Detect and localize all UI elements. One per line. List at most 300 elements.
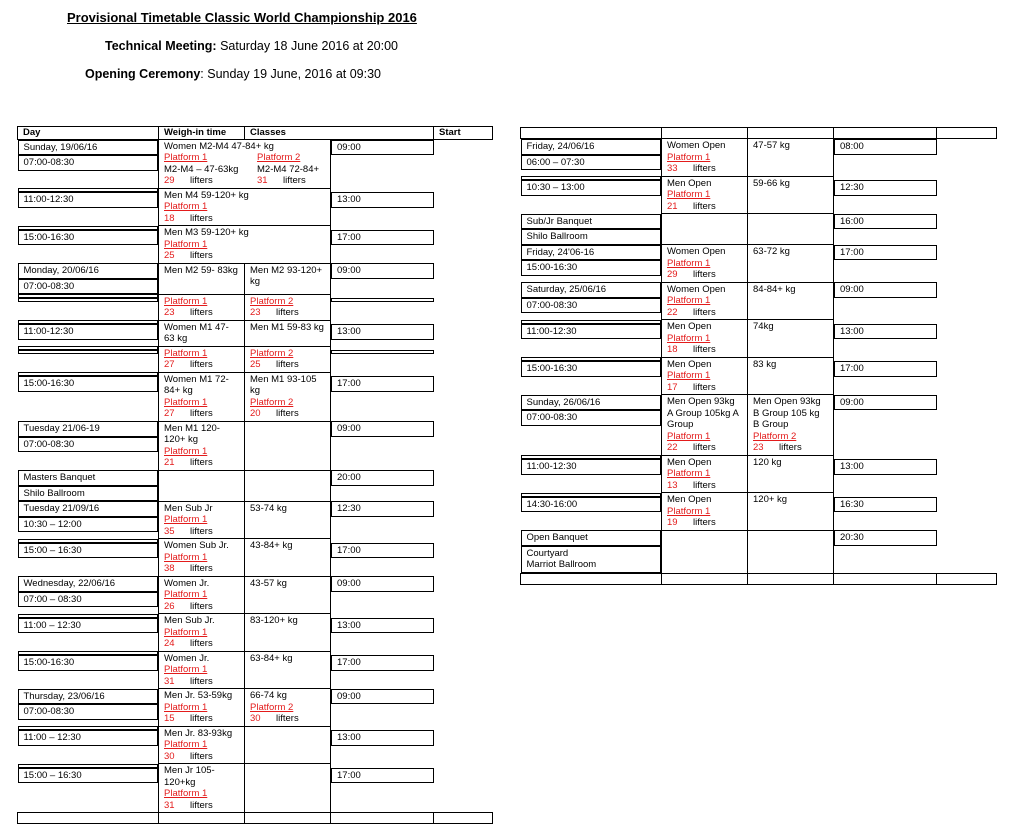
lifter-word: lifters (693, 442, 716, 453)
lifter-number: 27 (164, 359, 175, 370)
class-text: 43-84+ kg (250, 540, 293, 551)
classes-cell (662, 214, 748, 245)
col-header-day: Day (18, 127, 159, 140)
class-text: 83 kg (753, 358, 777, 370)
classes-cell (748, 530, 834, 573)
lifter-word: lifters (276, 408, 299, 419)
classes-cell (662, 357, 748, 395)
classes-cell (245, 421, 331, 470)
classes-cell (662, 455, 748, 493)
lifter-count (164, 563, 239, 575)
class-text: Women Open (667, 140, 726, 151)
lifter-number: 18 (164, 212, 175, 224)
table-row (521, 214, 997, 245)
table-row (18, 139, 493, 188)
class-text: Women Jr. (164, 652, 210, 664)
classes-cell (662, 320, 748, 358)
platform-label: Platform 1 (164, 152, 208, 163)
lifter-number: 23 (164, 307, 175, 318)
start-cell: 13:00 (834, 459, 937, 475)
classes-cell (159, 421, 245, 470)
class-text: Men Open (667, 177, 712, 189)
lifter-count (164, 800, 239, 812)
weigh-in-cell: Courtyard Marriot Ballroom (521, 546, 662, 573)
classes-cell (159, 320, 245, 346)
classes-cell (662, 395, 748, 456)
start-cell: 08:00 (834, 139, 937, 155)
table-row (521, 282, 997, 320)
platform-label: Platform 2 (250, 396, 294, 408)
platform-label: Platform 1 (164, 701, 208, 713)
weigh-in-cell: 15:00-16:30 (18, 230, 159, 246)
platform-label: Platform 2 (250, 295, 294, 307)
lifter-count (250, 359, 325, 371)
lifter-word: lifters (693, 344, 716, 355)
platform-label: Platform 1 (164, 664, 208, 675)
empty-cell (18, 813, 159, 824)
classes-cell (748, 320, 834, 358)
class-text: Men Open (667, 321, 712, 332)
lifter-word: lifters (283, 175, 306, 186)
platform-label: Platform 1 (667, 332, 711, 344)
start-cell: 13:00 (331, 324, 434, 340)
opening-ceremony-line (85, 67, 381, 81)
lifter-count (164, 175, 257, 187)
weigh-in-cell: 11:00-12:30 (18, 324, 159, 340)
day-cell: Tuesday 21/09/16 (18, 501, 159, 517)
platform-label: Platform 1 (667, 505, 711, 517)
weigh-in-cell: 07:00 – 08:30 (18, 592, 159, 608)
classes-cell (662, 530, 748, 573)
lifter-number: 19 (667, 517, 678, 528)
start-cell: 09:00 (331, 140, 434, 156)
lifter-number: 25 (164, 250, 175, 261)
platform-label: Platform 1 (164, 739, 208, 750)
weigh-in-cell: 07:00-08:30 (18, 437, 159, 453)
lifter-count (667, 344, 742, 356)
weigh-in-cell: 10:30 – 13:00 (521, 180, 662, 196)
start-cell: 17:00 (834, 361, 937, 377)
start-cell: 13:00 (331, 192, 434, 208)
weigh-in-cell: 11:00-12:30 (521, 459, 662, 475)
technical-meeting-value: Saturday 18 June 2016 at 20:00 (216, 39, 398, 53)
timetable-right (520, 127, 997, 585)
start-cell: 17:00 (331, 655, 434, 671)
col-header-weigh-in: Weigh-in time (159, 127, 245, 140)
weigh-in-cell: Shilo Ballroom (521, 229, 662, 245)
table-row (18, 320, 493, 346)
day-cell: Open Banquet (521, 530, 662, 546)
start-cell: 17:00 (331, 230, 434, 246)
start-cell: 13:00 (331, 618, 434, 634)
table-row (18, 226, 493, 264)
empty-cell (748, 128, 834, 139)
classes-cell (748, 282, 834, 320)
class-text: 47-57 kg (753, 140, 790, 151)
table-row (18, 614, 493, 652)
classes-cell (159, 651, 245, 689)
start-cell: 09:00 (331, 421, 434, 437)
empty-cell (434, 813, 493, 824)
classes-cell (662, 245, 748, 283)
class-text: Men Open 93kg B Group 105 kg B Group (753, 396, 821, 430)
weigh-in-cell: 15:00 – 16:30 (18, 768, 159, 784)
lifter-count (250, 408, 325, 420)
lifter-word: lifters (190, 408, 213, 419)
table-row (18, 372, 493, 421)
class-text: 53-74 kg (250, 502, 287, 514)
class-text: 59-66 kg (753, 177, 790, 189)
lifter-count (164, 250, 325, 262)
classes-cell (159, 188, 331, 226)
lifter-count (257, 175, 325, 187)
start-cell (331, 350, 434, 354)
classes-cell (159, 614, 245, 652)
lifter-number: 21 (164, 457, 175, 468)
classes-cell (159, 689, 245, 727)
class-text: 43-57 kg (250, 577, 287, 589)
table-row (18, 421, 493, 470)
class-text: Women M2-M4 47-84+ kg (164, 140, 274, 152)
weigh-in-cell: 15:00-16:30 (521, 361, 662, 377)
class-text: Women Sub Jr. (164, 540, 229, 551)
table-row (521, 176, 997, 214)
lifter-count (667, 517, 742, 529)
lifter-count (164, 307, 239, 319)
lifter-word: lifters (190, 563, 213, 574)
lifter-word: lifters (693, 163, 716, 174)
weigh-in-cell: 15:00-16:30 (18, 655, 159, 671)
class-text: Men Open (667, 358, 712, 370)
table-row (18, 263, 493, 294)
class-text: Men Jr. 53-59kg (164, 690, 233, 701)
classes-cell (748, 455, 834, 493)
lifter-number: 22 (667, 306, 678, 318)
class-text: 120 kg (753, 456, 782, 468)
empty-cell (834, 128, 937, 139)
lifter-number: 30 (164, 750, 175, 762)
lifter-number: 20 (250, 408, 261, 419)
technical-meeting-line (105, 39, 398, 53)
classes-cell (159, 226, 331, 264)
classes-cell (159, 139, 331, 188)
classes-cell (245, 614, 331, 652)
classes-cell (159, 470, 245, 501)
platform-label: Platform 1 (164, 201, 208, 212)
table-row (521, 493, 997, 531)
lifter-count (667, 163, 742, 175)
classes-cell (159, 539, 245, 577)
table-row (521, 395, 997, 456)
platform-label: Platform 1 (164, 445, 208, 457)
weigh-in-cell: 07:00-08:30 (521, 410, 662, 426)
lifter-number: 27 (164, 408, 175, 419)
lifter-number: 23 (753, 442, 764, 453)
empty-cell (521, 128, 662, 139)
lifter-word: lifters (190, 307, 213, 318)
start-cell: 09:00 (331, 689, 434, 705)
lifter-number: 31 (164, 675, 175, 687)
day-cell: Friday, 24'06-16 (521, 245, 662, 261)
lifter-count (250, 713, 325, 725)
platform-label: Platform 2 (257, 152, 301, 163)
weigh-in-cell: 07:00-08:30 (18, 279, 159, 295)
classes-cell (245, 576, 331, 614)
lifter-count (164, 526, 239, 538)
document-title: Provisional Timetable Classic World Championship 2016 (67, 10, 417, 25)
weigh-in-cell (18, 350, 159, 354)
platform-label: Platform 2 (250, 347, 294, 359)
classes-cell (245, 501, 331, 539)
class-text: Men Open (667, 494, 712, 505)
table-row (521, 139, 997, 177)
weigh-in-cell: 07:00-08:30 (18, 155, 159, 171)
empty-cell (662, 128, 748, 139)
lifter-number: 30 (250, 713, 261, 724)
day-cell: Tuesday 21/06-19 (18, 421, 159, 437)
class-col-a (164, 152, 257, 187)
lifter-number: 38 (164, 563, 175, 574)
lifter-number: 26 (164, 600, 175, 612)
classes-cell (245, 294, 331, 320)
lifter-number: 18 (667, 344, 678, 355)
lifter-word: lifters (190, 175, 213, 186)
start-cell: 17:00 (331, 543, 434, 559)
classes-cell (662, 176, 748, 214)
class-text: Men M1 93-105 kg (250, 373, 317, 396)
empty-cell (331, 813, 434, 824)
table-row (521, 530, 997, 573)
class-text: 83-120+ kg (250, 615, 298, 626)
lifter-count (164, 638, 239, 650)
platform-label: Platform 1 (164, 514, 208, 525)
table-row (521, 455, 997, 493)
lifter-number: 31 (257, 175, 268, 186)
class-text: Men M1 120- 120+ kg (164, 422, 220, 445)
header-row (18, 127, 493, 140)
platform-label: Platform 1 (164, 626, 208, 638)
class-text: Men Sub Jr (164, 502, 213, 514)
table-row (18, 576, 493, 614)
weigh-in-cell: 15:00-16:30 (521, 260, 662, 276)
weigh-in-cell: 15:00 – 16:30 (18, 543, 159, 559)
platform-label: Platform 1 (164, 589, 208, 600)
start-cell: 09:00 (331, 263, 434, 279)
lifter-count (667, 382, 742, 394)
classes-group (164, 141, 325, 187)
class-text: Men M4 59-120+ kg (164, 189, 249, 201)
empty-cell (937, 128, 997, 139)
table-row (18, 346, 493, 372)
class-col-b (257, 152, 325, 187)
start-cell: 09:00 (834, 395, 937, 411)
day-cell: Sunday, 19/06/16 (18, 140, 159, 156)
lifter-count (164, 601, 239, 613)
class-text: 120+ kg (753, 494, 788, 505)
class-text: 66-74 kg (250, 690, 287, 701)
class-text: Men M2 93-120+ kg (250, 264, 323, 287)
classes-cell (245, 651, 331, 689)
empty-cell (159, 813, 245, 824)
classes-cell (245, 539, 331, 577)
platform-label: Platform 1 (164, 551, 208, 563)
lifter-number: 15 (164, 713, 175, 724)
classes-cell (159, 263, 245, 294)
class-text: Women Jr. (164, 577, 210, 589)
start-cell: 20:30 (834, 530, 937, 546)
weigh-in-cell: 11:00 – 12:30 (18, 618, 159, 634)
class-text: Men Jr. 83-93kg (164, 727, 233, 739)
lifter-number: 24 (164, 638, 175, 649)
weigh-in-cell: 11:00-12:30 (521, 324, 662, 340)
classes-cell (748, 139, 834, 177)
lifter-count (250, 307, 325, 319)
lifter-count (667, 307, 742, 319)
lifter-count (164, 713, 239, 725)
day-cell: Sunday, 26/06/16 (521, 395, 662, 411)
classes-cell (748, 395, 834, 456)
opening-ceremony-value: : Sunday 19 June, 2016 at 09:30 (200, 67, 381, 81)
class-text: 84-84+ kg (753, 283, 796, 295)
platform-label: Platform 1 (667, 151, 711, 163)
start-cell: 13:00 (834, 324, 937, 340)
lifter-word: lifters (190, 212, 213, 224)
empty-row (18, 813, 493, 824)
table-row (18, 726, 493, 764)
platform-label: Platform 1 (667, 370, 711, 381)
lifter-word: lifters (276, 307, 299, 318)
lifter-word: lifters (693, 517, 716, 528)
class-text: Women Open (667, 246, 726, 257)
lifter-number: 13 (667, 479, 678, 491)
lifter-word: lifters (190, 750, 213, 762)
class-text: Women Open (667, 283, 726, 295)
weigh-in-cell: 10:30 – 12:00 (18, 517, 159, 533)
lifter-count (753, 442, 828, 454)
lifter-word: lifters (276, 713, 299, 724)
lifter-count (164, 676, 239, 688)
lifter-word: lifters (190, 799, 213, 811)
lifter-word: lifters (693, 479, 716, 491)
platform-label: Platform 1 (164, 295, 208, 307)
empty-cell (662, 573, 748, 584)
table-row (521, 245, 997, 283)
weigh-in-cell: 11:00-12:30 (18, 192, 159, 208)
class-text: 63-72 kg (753, 246, 790, 257)
class-text: Men Sub Jr. (164, 615, 215, 626)
table-row (18, 651, 493, 689)
classes-grid (164, 152, 325, 187)
table-row (18, 689, 493, 727)
classes-cell (662, 282, 748, 320)
classes-cell (159, 346, 245, 372)
platform-label: Platform 1 (164, 238, 208, 250)
classes-cell (159, 726, 245, 764)
weigh-in-cell: 15:00-16:30 (18, 376, 159, 392)
lifter-word: lifters (190, 713, 213, 724)
lifter-word: lifters (276, 359, 299, 370)
table-row (18, 539, 493, 577)
classes-cell (245, 263, 331, 294)
class-text: M2-M4 72-84+ (257, 163, 320, 175)
platform-label: Platform 2 (753, 430, 797, 442)
lifter-count (667, 201, 742, 213)
class-text: Women M1 72- 84+ kg (164, 373, 229, 396)
platform-label: Platform 1 (667, 189, 711, 200)
weigh-in-cell (18, 298, 159, 302)
classes-cell (159, 764, 245, 813)
lifter-word: lifters (190, 359, 213, 370)
day-cell: Saturday, 25/06/16 (521, 282, 662, 298)
lifter-word: lifters (779, 442, 802, 453)
classes-cell (748, 357, 834, 395)
lifter-number: 22 (667, 442, 678, 453)
day-cell: Friday, 24/06/16 (521, 139, 662, 155)
platform-label: Platform 2 (250, 701, 294, 713)
lifter-count (667, 442, 742, 454)
table-row (18, 764, 493, 813)
col-header-classes: Classes (245, 127, 434, 140)
start-cell: 17:00 (331, 768, 434, 784)
platform-label: Platform 1 (667, 295, 711, 306)
class-text: Men M1 59-83 kg (250, 321, 324, 333)
classes-cell (245, 764, 331, 813)
lifter-word: lifters (693, 306, 716, 318)
table-row (18, 188, 493, 226)
empty-cell (748, 573, 834, 584)
start-cell: 16:00 (834, 214, 937, 230)
lifter-word: lifters (190, 525, 213, 537)
classes-cell (245, 372, 331, 421)
platform-label: Platform 1 (667, 257, 711, 269)
timetable-left (17, 126, 493, 824)
classes-cell (245, 726, 331, 764)
day-cell: Wednesday, 22/06/16 (18, 576, 159, 592)
lifter-count (164, 751, 239, 763)
lifter-word: lifters (190, 600, 213, 612)
lifter-word: lifters (190, 638, 213, 649)
col-header-start: Start (434, 127, 493, 140)
class-text: Men Open (667, 456, 712, 468)
table-row (18, 501, 493, 539)
lifter-word: lifters (693, 200, 716, 212)
start-cell: 17:00 (834, 245, 937, 261)
classes-cell (748, 245, 834, 283)
empty-row (521, 573, 997, 584)
class-text: 63-84+ kg (250, 652, 293, 664)
lifter-number: 29 (667, 269, 678, 280)
classes-cell (245, 320, 331, 346)
classes-cell (245, 346, 331, 372)
start-cell: 09:00 (834, 282, 937, 298)
platform-label: Platform 1 (164, 347, 208, 359)
lifter-word: lifters (190, 675, 213, 687)
start-cell: 16:30 (834, 497, 937, 513)
lifter-count (667, 269, 742, 281)
empty-cell (245, 813, 331, 824)
classes-cell (159, 294, 245, 320)
lifter-number: 35 (164, 525, 175, 537)
platform-label: Platform 1 (667, 430, 711, 442)
lifter-number: 25 (250, 359, 261, 370)
lifter-number: 17 (667, 381, 678, 393)
empty-cell (521, 573, 662, 584)
start-cell (331, 298, 434, 302)
table-row (18, 470, 493, 501)
lifter-count (164, 457, 239, 469)
lifter-word: lifters (693, 381, 716, 393)
platform-label: Platform 1 (667, 468, 711, 479)
